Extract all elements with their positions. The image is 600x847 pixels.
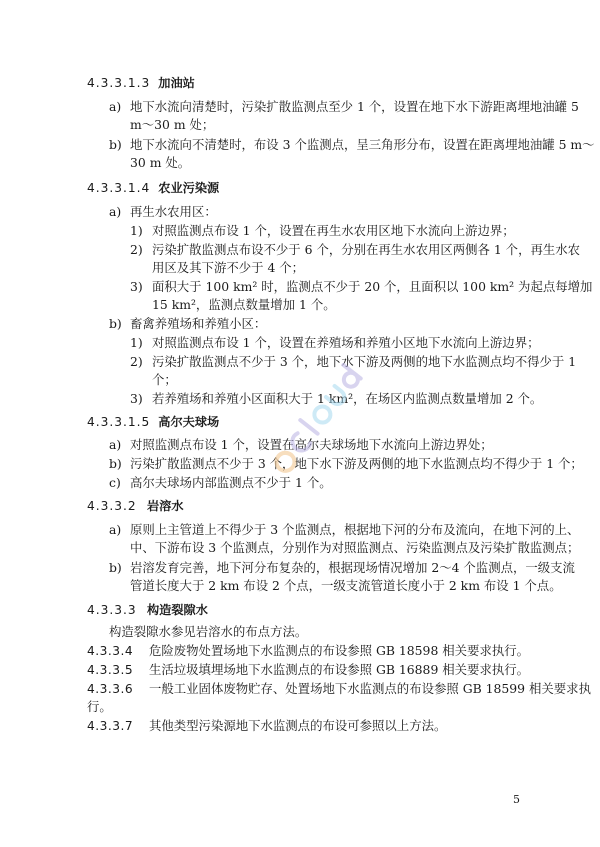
list-marker: c)	[109, 475, 121, 490]
sublist-marker: 1)	[130, 223, 143, 238]
clause-number: 4.3.3.4	[87, 644, 134, 658]
sublist-item-text: 用区及其下游不少于 4 个；	[152, 260, 305, 275]
clause-text: 生活垃圾填埋场地下水监测点的布设参照 GB 16889 相关要求执行。	[149, 662, 530, 677]
sublist-marker: 3)	[130, 279, 143, 294]
list-item-text: 再生水农用区：	[130, 204, 217, 219]
list-marker: a)	[109, 522, 122, 537]
list-item-text: 对照监测点布设 1 个，设置在高尔夫球场地下水流向上游边界处；	[130, 437, 493, 452]
cloud-watermark-logo-icon	[245, 354, 385, 494]
section-heading	[87, 414, 219, 430]
list-item-text: 30 m 处。	[130, 155, 191, 170]
clause-number: 4.3.3.7	[87, 719, 134, 733]
sublist-marker: 1)	[130, 335, 143, 350]
section-heading	[87, 498, 184, 514]
list-marker: b)	[109, 316, 122, 331]
sublist-item-text: 污染扩散监测点布设不少于 6 个，分别在再生水农用区两侧各 1 个，再生水农	[152, 242, 581, 257]
section-heading	[87, 180, 219, 196]
list-item-text: 污染扩散监测点不少于 3 个，地下水下游及两侧的地下水监测点均不得少于 1 个；	[130, 456, 583, 471]
clause-line	[87, 643, 529, 659]
list-item-text: 原则上主管道上不得少于 3 个监测点，根据地下河的分布及流向，在地下河的上、	[130, 522, 580, 537]
list-marker: b)	[109, 137, 122, 152]
list-marker: b)	[109, 456, 122, 471]
clause-text: 行。	[87, 699, 112, 714]
list-item-text: 畜禽养殖场和养殖小区：	[130, 316, 267, 331]
sublist-marker: 3)	[130, 391, 143, 406]
list-item-text: 中、下游布设 3 个监测点，分别作为对照监测点、污染监测点及污染扩散监测点；	[130, 540, 580, 555]
clause-number: 4.3.3.3	[87, 603, 137, 617]
clause-line	[87, 681, 591, 697]
list-item-text: 岩溶发育完善，地下河分布复杂的，根据现场情况增加 2～4 个监测点，一级支流	[130, 560, 575, 575]
clause-number: 4.3.3.6	[87, 682, 134, 696]
clause-line	[87, 718, 446, 734]
list-item-text: 管道长度大于 2 km 布设 2 个点，一级支流管道长度小于 2 km 布设 1 个点。	[130, 578, 562, 593]
sublist-item-text: 对照监测点布设 1 个，设置在再生水农用区地下水流向上游边界；	[152, 223, 515, 238]
sublist-item-text: 15 km²，监测点数量增加 1 个。	[152, 297, 336, 312]
section-title: 农业污染源	[158, 181, 220, 195]
section-heading	[87, 602, 208, 618]
sublist-item-text: 面积大于 100 km² 时，监测点不少于 20 个，且面积以 100 km² 为起点每增加	[152, 279, 593, 294]
clause-number: 4.3.3.1.3	[87, 76, 151, 90]
clause-text: 一般工业固体废物贮存、处置场地下水监测点的布设参照 GB 18599 相关要求执	[149, 681, 591, 696]
list-marker: b)	[109, 560, 122, 575]
clause-number: 4.3.3.1.4	[87, 181, 151, 195]
sublist-item-text: 污染扩散监测点不少于 3 个，地下水下游及两侧的地下水监测点均不得少于 1	[152, 354, 577, 369]
clause-number: 4.3.3.5	[87, 663, 134, 677]
section-heading	[87, 75, 195, 91]
list-item-text: m～30 m 处；	[130, 117, 215, 132]
section-title: 高尔夫球场	[158, 415, 220, 429]
clause-text: 其他类型污染源地下水监测点的布设可参照以上方法。	[149, 718, 447, 733]
sublist-item-text: 若养殖场和养殖小区面积大于 1 km²，在场区内监测点数量增加 2 个。	[152, 391, 543, 406]
clause-number: 4.3.3.2	[87, 499, 137, 513]
clause-text: 危险废物处置场地下水监测点的布设参照 GB 18598 相关要求执行。	[149, 643, 530, 658]
list-marker: a)	[109, 437, 122, 452]
page-number: 5	[513, 793, 520, 806]
clause-number: 4.3.3.1.5	[87, 415, 151, 429]
section-title: 岩溶水	[147, 499, 184, 513]
paragraph-text: 构造裂隙水参见岩溶水的布点方法。	[109, 624, 308, 639]
section-title: 构造裂隙水	[147, 603, 208, 617]
clause-line	[87, 662, 529, 678]
list-item-text: 地下水流向不清楚时，布设 3 个监测点，呈三角形分布，设置在距离埋地油罐 5 m～	[130, 137, 595, 152]
sublist-item-text: 个；	[152, 372, 177, 387]
list-marker: a)	[109, 99, 122, 114]
sublist-marker: 2)	[130, 242, 143, 257]
sublist-marker: 2)	[130, 354, 143, 369]
list-item-text: 地下水流向清楚时，污染扩散监测点至少 1 个，设置在地下水下游距离埋地油罐 5	[130, 99, 579, 114]
list-item-text: 高尔夫球场内部监测点不少于 1 个。	[130, 475, 332, 490]
sublist-item-text: 对照监测点布设 1 个，设置在养殖场和养殖小区地下水流向上游边界；	[152, 335, 540, 350]
list-marker: a)	[109, 204, 122, 219]
section-title: 加油站	[158, 76, 195, 90]
